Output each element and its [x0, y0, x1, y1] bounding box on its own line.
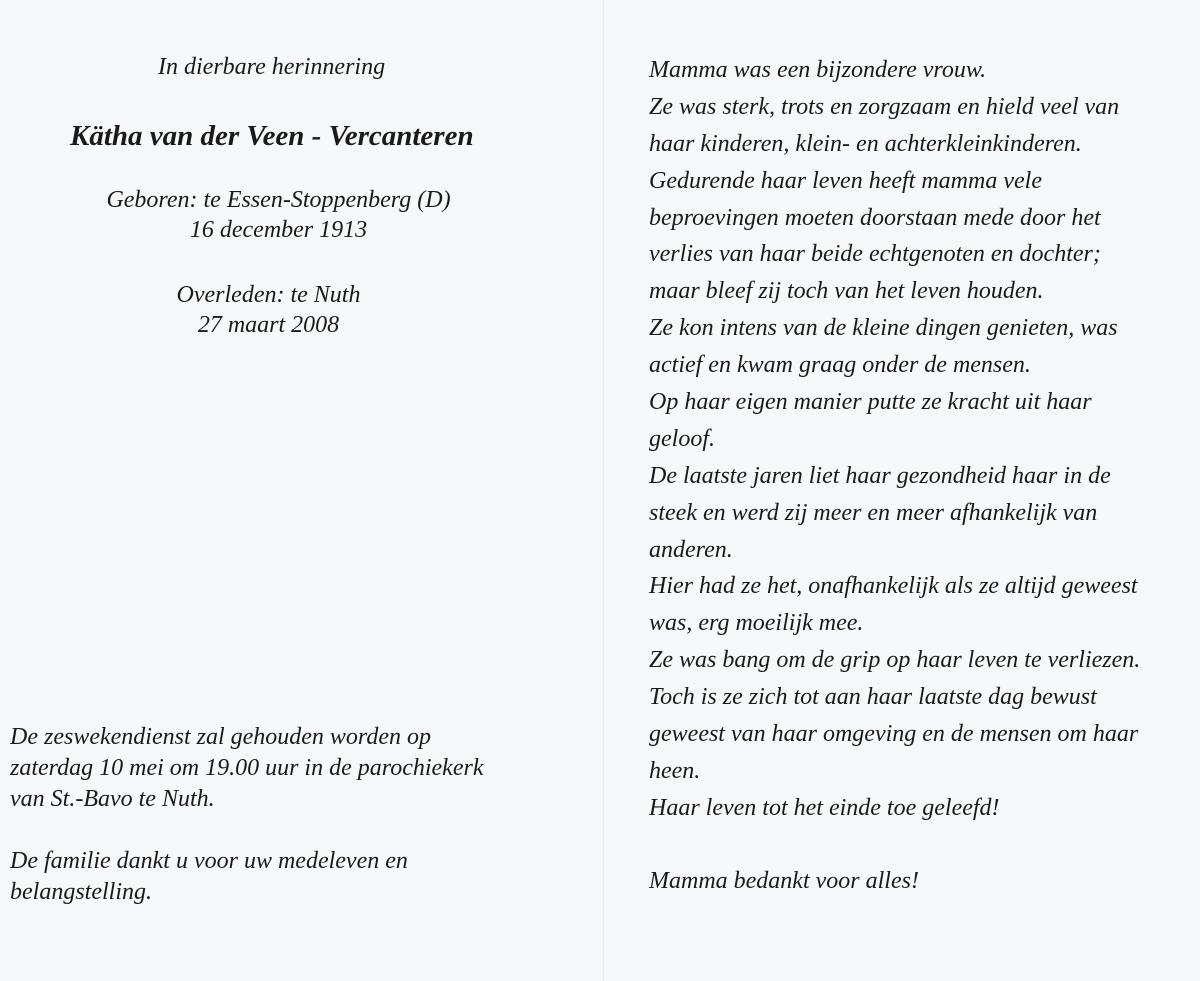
tribute-line: Toch is ze zich tot aan haar laatste dag bewust: [649, 684, 1097, 711]
tribute-line: was, erg moeilijk mee.: [649, 610, 864, 637]
tribute-line: steek en werd zij meer en meer afhankelijk van: [649, 499, 1098, 526]
tribute-text: [649, 52, 1140, 827]
memorial-heading: In dierbare herinnering: [158, 54, 386, 80]
tribute-line: Ze kon intens van de kleine dingen genieten, was: [649, 315, 1118, 342]
tribute-line: Hier had ze het, onafhankelijk als ze altijd geweest: [649, 573, 1138, 600]
birth-place: Geboren: te Essen-Stoppenberg (D): [106, 187, 451, 213]
tribute-line: anderen.: [649, 536, 733, 563]
tribute-line: De laatste jaren liet haar gezondheid haar in de: [649, 462, 1111, 489]
tribute-line: geloof.: [649, 425, 715, 452]
thanks-line: De familie dankt u voor uw medeleven en: [10, 848, 408, 874]
tribute-line: haar kinderen, klein- en achterkleinkinderen.: [649, 130, 1082, 157]
tribute-line: heen.: [649, 757, 701, 784]
tribute-line: verlies van haar beide echtgenoten en dochter;: [649, 241, 1101, 268]
tribute-line: Op haar eigen manier putte ze kracht uit haar: [649, 389, 1092, 416]
service-line: van St.-Bavo te Nuth.: [10, 786, 215, 812]
tribute-line: Ze was sterk, trots en zorgzaam en hield veel van: [649, 93, 1120, 120]
death-place: Overleden: te Nuth: [176, 282, 361, 308]
family-thanks: [10, 846, 408, 908]
service-line: De zeswekendienst zal gehouden worden op: [10, 724, 432, 750]
tribute-line: actief en kwam graag onder de mensen.: [649, 352, 1031, 379]
tribute-line: geweest van haar omgeving en de mensen om haar: [649, 721, 1139, 748]
tribute-line: maar bleef zij toch van het leven houden.: [649, 278, 1044, 305]
tribute-line: Ze was bang om de grip op haar leven te verliezen.: [649, 647, 1141, 674]
tribute-line: beproevingen moeten doorstaan mede door het: [649, 204, 1101, 231]
tribute-line: Haar leven tot het einde toe geleefd!: [649, 794, 1000, 821]
service-line: zaterdag 10 mei om 19.00 uur in de parochiekerk: [10, 755, 484, 781]
thanks-line: belangstelling.: [10, 879, 152, 905]
tribute-line: Gedurende haar leven heeft mamma vele: [649, 167, 1042, 194]
tribute-line: Mamma was een bijzondere vrouw.: [649, 57, 987, 83]
death-info: [0, 280, 570, 340]
card-right-panel: [603, 0, 1200, 981]
death-date: 27 maart 2008: [197, 312, 340, 338]
birth-date: 16 december 1913: [189, 217, 368, 243]
service-announcement: [10, 722, 600, 815]
deceased-name: Kätha van der Veen - Vercanteren: [70, 120, 474, 152]
birth-info: [0, 185, 580, 245]
closing-line: Mamma bedankt voor alles!: [649, 868, 919, 894]
